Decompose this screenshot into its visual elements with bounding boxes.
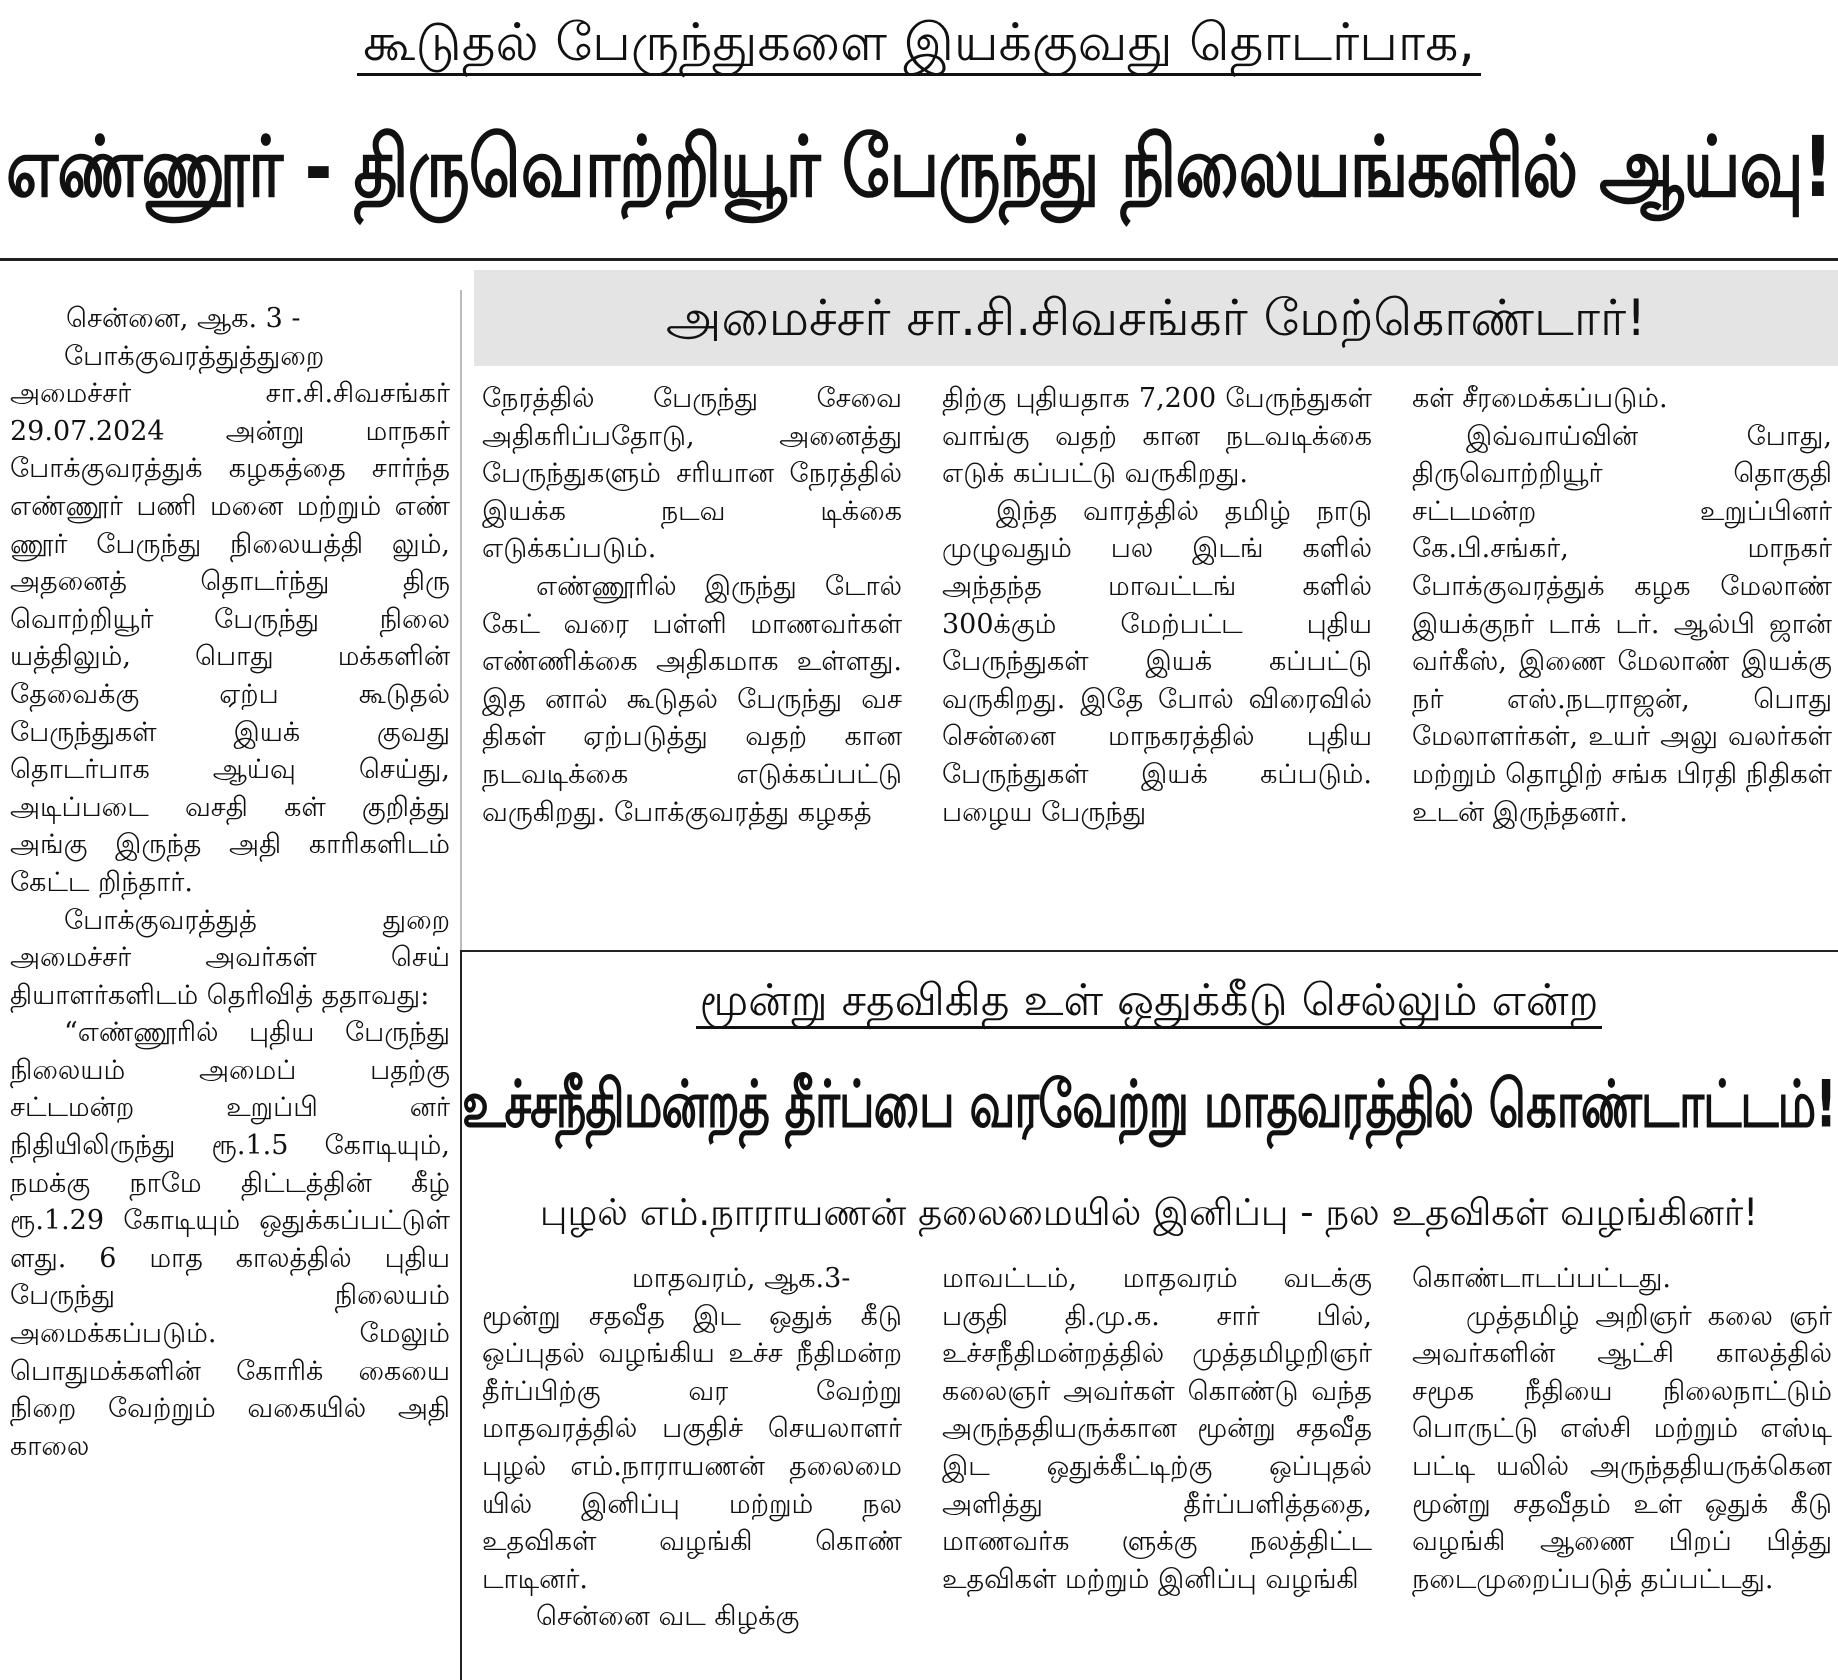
paragraph: கொண்டாடப்பட்டது.	[1412, 1263, 1671, 1294]
paragraph: முத்தமிழ் அறிஞர் கலை ஞர் அவர்களின் ஆட்சி காலத்தில் சமூக நீதியை நிலைநாட்டும் பொருட்டு எஸ்சி மற்றும் எஸ்டி பட்டி யலில் அருந்ததியருக்கென மூன்று சதவீதம் உள் ஒதுக் கீடு வழங்கி ஆணை பிறப் பித்து நடைமுறைப்படுத் தப்பட்டது.	[1412, 1300, 1832, 1595]
story2-kicker	[460, 968, 1838, 1034]
paragraph: மாவட்டம், மாதவரம் வடக்கு பகுதி தி.மு.க. சார் பில், உச்சநீதிமன்றத்தில் முத்தமிழறிஞர் கலைஞர் அவர்கள் கொண்டு வந்த அருந்ததியருக்கான மூன்று சதவீத இட ஒதுக்கீட்டிற்கு ஒப்புதல் அளித்து தீர்ப்பளித்ததை, மாணவர்க ளுக்கு நலத்திட்ட உதவிகள் மற்றும் இனிப்பு வழங்கி	[942, 1263, 1372, 1595]
kicker-text: கூடுதல் பேருந்துகளை இயக்குவது தொடர்பாக,	[357, 13, 1481, 76]
story2-column-3	[1412, 1260, 1832, 1598]
story2-column-1	[482, 1260, 902, 1636]
paragraph: போக்குவரத்துத் துறை அமைச்சர் அவர்கள் செய் தியாளர்களிடம் தெரிவித் ததாவது:	[10, 904, 450, 1011]
main-headline: எண்ணூர் - திருவொற்றியூர் பேருந்து நிலையங்களில் ஆய்வு!	[5, 118, 1833, 216]
paragraph: இந்த வாரத்தில் தமிழ் நாடு முழுவதும் பல இடங் களில் அந்தந்த மாவட்டங் களில் 300க்கும் மேற்பட்ட புதிய பேருந்துகள் இயக் கப்பட்டு வருகிறது. இதே போல் விரைவில் சென்னை மாநகரத்தில் புதிய பேருந்துகள் இயக் கப்படும். பழைய பேருந்து	[942, 495, 1372, 828]
kicker	[0, 8, 1838, 78]
paragraph: இவ்வாய்வின் போது, திருவொற்றியூர் தொகுதி சட்டமன்ற உறுப்பினர் கே.பி.சங்கர், மாநகர் போக்குவரத்துக் கழக மேலாண் இயக்குநர் டாக் டர். ஆல்பி ஜான் வர்கீஸ், இணை மேலாண் இயக்கு நர் எஸ்.நடராஜன், பொது மேலாளர்கள், உயர் அலு வலர்கள் மற்றும் தொழிற் சங்க பிரதி நிதிகள் உடன் இருந்தனர்.	[1412, 420, 1832, 828]
story2-subheadline: புழல் எம்.நாராயணன் தலைமையில் இனிப்பு - நல உதவிகள் வழங்கினர்!	[539, 1191, 1759, 1234]
story2-column-2	[942, 1260, 1372, 1598]
story2-kicker-text: மூன்று சதவிகித உள் ஒதுக்கீடு செல்லும் என்ற	[696, 975, 1603, 1029]
paragraph: நேரத்தில் பேருந்து சேவை அதிகரிப்பதோடு, அனைத்து பேருந்துகளும் சரியான நேரத்தில் இயக்க நடவ டிக்கை எடுக்கப்படும்.	[482, 383, 902, 565]
dateline: சென்னை, ஆக. 3 -	[66, 303, 301, 334]
subheadline: அமைச்சர் சா.சி.சிவசங்கர் மேற்கொண்டார்!	[474, 270, 1838, 366]
paragraph: கள் சீரமைக்கப்படும்.	[1412, 383, 1668, 414]
paragraph: திற்கு புதியதாக 7,200 பேருந்துகள் வாங்கு வதற் கான நடவடிக்கை எடுக் கப்பட்டு வருகிறது.	[942, 383, 1372, 490]
paragraph: எண்ணூரில் இருந்து டோல் கேட் வரை பள்ளி மாணவர்கள் எண்ணிக்கை அதிகமாக உள்ளது. இத னால் கூடுதல் பேருந்து வச திகள் ஏற்படுத்து வதற் கான நடவடிக்கை எடுக்கப்பட்டு வருகிறது. போக்குவரத்து கழகத்	[482, 570, 902, 828]
paragraph: போக்குவரத்துத்துறை அமைச்சர் சா.சி.சிவசங்கர் 29.07.2024 அன்று மாநகர் போக்குவரத்துக் கழகத்தை சார்ந்த எண்ணூர் பணி மனை மற்றும் எண் ணூர் பேருந்து நிலையத்தி லும், அதனைத் தொடர்ந்து திரு வொற்றியூர் பேருந்து நிலை யத்திலும், பொது மக்களின் தேவைக்கு ஏற்ப கூடுதல் பேருந்துகள் இயக் குவது தொடர்பாக ஆய்வு செய்து, அடிப்படை வசதி கள் குறித்து அங்கு இருந்த அதி காரிகளிடம் கேட்ட றிந்தார்.	[10, 340, 450, 898]
paragraph: மூன்று சதவீத இட ஒதுக் கீடு ஒப்புதல் வழங்கிய உச்ச நீதிமன்ற தீர்ப்பிற்கு வர வேற்று மாதவரத்தில் பகுதிச் செயலாளர் புழல் எம்.நாராயணன் தலைமை யில் இனிப்பு மற்றும் நல உதவிகள் வழங்கி கொண் டாடினர்.	[482, 1300, 902, 1595]
story1-column-3	[942, 380, 1372, 831]
paragraph: சென்னை வட கிழக்கு	[536, 1601, 800, 1633]
paragraph: “எண்ணூரில் புதிய பேருந்து நிலையம் அமைப் பதற்கு சட்டமன்ற உறுப்பி னர் நிதியிலிருந்து ரூ.1.5 கோடியும், நமக்கு நாமே திட்டத்தின் கீழ் ரூ.1.29 கோடியும் ஒதுக்கப்பட்டுள் ளது. 6 மாத காலத்தில் புதிய பேருந்து நிலையம் அமைக்கப்படும். மேலும் பொதுமக்களின் கோரிக் கையை நிறை வேற்றும் வகையில் அதி காலை	[10, 1017, 450, 1462]
story1-column-2	[482, 380, 902, 831]
story1-column-4	[1412, 380, 1832, 831]
story1-column-1	[10, 300, 450, 1465]
dateline: மாதவரம், ஆக.3-	[632, 1263, 851, 1294]
story2-headline: உச்சநீதிமன்றத் தீர்ப்பை வரவேற்று மாதவரத்தில் கொண்டாட்டம்!	[461, 1067, 1837, 1143]
headline-underline	[0, 258, 1838, 261]
column-divider	[460, 290, 462, 950]
